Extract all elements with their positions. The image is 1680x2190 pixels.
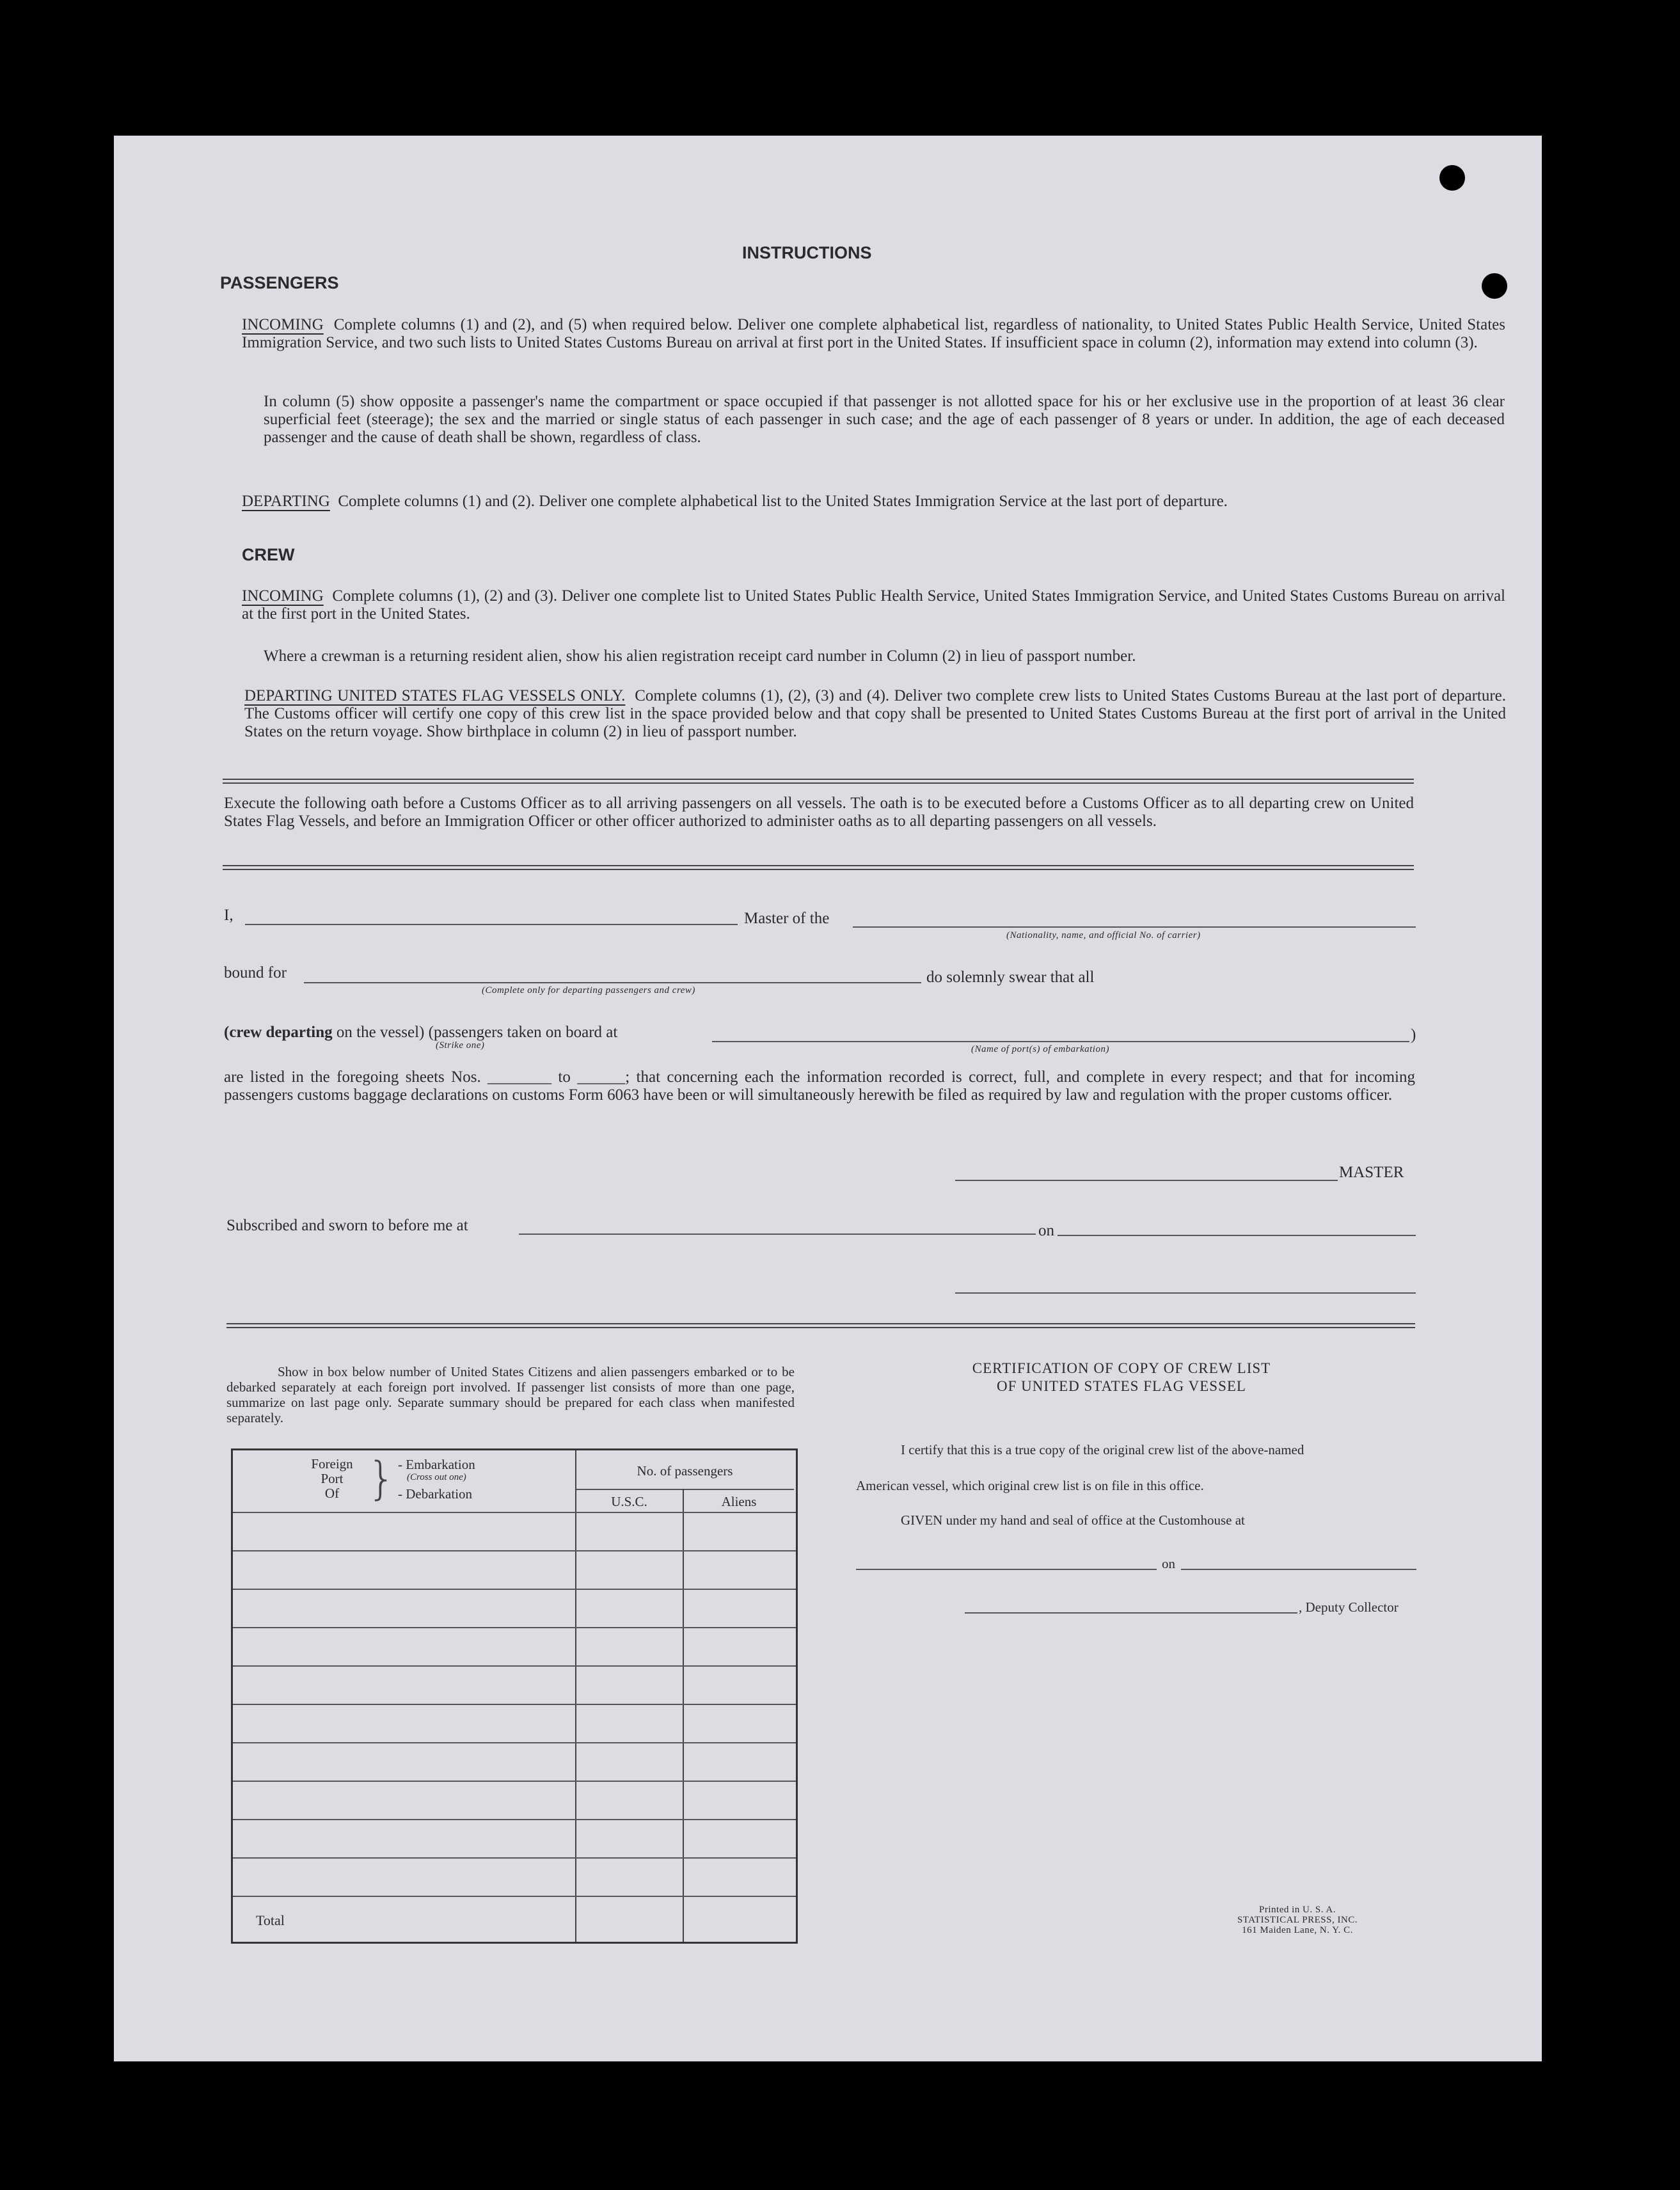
- subscribed-place-field[interactable]: [519, 1234, 1036, 1235]
- instructions-title: INSTRUCTIONS: [742, 243, 872, 262]
- divider-1: [223, 779, 1414, 784]
- row-line: [233, 1742, 796, 1743]
- col-divider-1: [575, 1450, 576, 1942]
- crew-incoming-text: Complete columns (1), (2) and (3). Deliver one complete list to United States Public Health Service, United States Immigration Service, and United States Customs Bureau on arrival at the first port in the United States.: [242, 587, 1505, 623]
- passengers-incoming-text: Complete columns (1) and (2), and (5) when required below. Deliver one complete alphabetical list, regardless of nationality, to United States Public Health Service, United States Immigration Service, and two such lists to United States Customs Bureau on arrival at first port in the United States. If insufficient space in column (2), information may extend into column (3).: [242, 316, 1505, 351]
- form-page: [114, 136, 1542, 2061]
- crew-resident-paragraph: Where a crewman is a returning resident alien, show his alien registration receipt card number in Column (2) in lieu of passport number.: [264, 647, 1136, 665]
- certify-line-1: I certify that this is a true copy of the original crew list of the above-named: [901, 1442, 1304, 1457]
- close-paren: ): [1411, 1026, 1416, 1043]
- no-passengers-header: No. of passengers: [637, 1463, 733, 1479]
- given-line: GIVEN under my hand and seal of office at the Customhouse at: [901, 1512, 1245, 1528]
- carrier-caption: (Nationality, name, and official No. of carrier): [1006, 930, 1201, 940]
- ports-caption: (Name of port(s) of embarkation): [971, 1044, 1109, 1054]
- oath-intro-paragraph: Execute the following oath before a Customs Officer as to all arriving passengers on all vessels. The oath is to be executed before a Customs Officer as to all departing crew on United States Flag Vessels, and before an Immigration Officer or other officer authorized to administer oaths as to all departing passengers on all vessels.: [224, 795, 1414, 830]
- printer-imprint: Printed in U. S. A. STATISTICAL PRESS, INC. 161 Maiden Lane, N. Y. C.: [1237, 1905, 1358, 1935]
- row-line: [233, 1627, 796, 1628]
- passengers-departing-label: DEPARTING: [242, 493, 330, 510]
- passengers-incoming-label: INCOMING: [242, 316, 324, 333]
- cross-out-caption: (Cross out one): [407, 1472, 466, 1482]
- crew-incoming-label: INCOMING: [242, 587, 324, 605]
- certification-date-field[interactable]: [1181, 1569, 1416, 1570]
- row-line: [233, 1550, 796, 1551]
- subscribed-label: Subscribed and sworn to before me at: [226, 1217, 468, 1234]
- column5-paragraph: In column (5) show opposite a passenger's name the compartment or space occupied if that passenger is not allotted space for his or her exclusive use in the proportion of at least 36 clear superficial feet (steerage); the sex and the married or single status of each passenger in such case; and the age of each passenger of 8 years or under. In addition, the age of each deceased passenger and the cause of death shall be shown, regardless of class.: [264, 393, 1505, 446]
- total-label: Total: [256, 1912, 285, 1928]
- summary-instructions: Show in box below number of United States Citizens and alien passengers embarked or to be debarked separately at each foreign port involved. If passenger list consists of more than one page, summarize on last page only. Separate summary should be prepared for each class when manifested separately.: [226, 1364, 795, 1425]
- master-of-the-label: Master of the: [744, 910, 830, 927]
- passengers-departing-text: Complete columns (1) and (2). Deliver one complete alphabetical list to the United States Immigration Service at the last port of departure.: [338, 493, 1228, 510]
- divider-3: [226, 1323, 1415, 1328]
- certification-on-label: on: [1162, 1556, 1175, 1571]
- deputy-signature-line[interactable]: [965, 1612, 1297, 1614]
- row-line: [233, 1857, 796, 1859]
- crew-heading: CREW: [242, 545, 295, 564]
- listed-paragraph: are listed in the foregoing sheets Nos. ________ to ______; that concerning each the information recorded is correct, full, and complete in every respect; and that for incoming passengers customs baggage declarations on customs Form 6063 have been or will simultaneously herewith be filed as required by law and regulation with the proper customs officer.: [224, 1068, 1415, 1104]
- row-line: [233, 1704, 796, 1705]
- row-line: [233, 1896, 796, 1897]
- certification-title: CERTIFICATION OF COPY OF CREW LIST OF UNITED STATES FLAG VESSEL: [972, 1360, 1271, 1394]
- subscribed-on-label: on: [1038, 1222, 1054, 1239]
- crew-departing-text: (crew departing: [224, 1024, 333, 1041]
- carrier-field[interactable]: [853, 926, 1416, 928]
- foreign-port-label: Foreign Port Of: [311, 1456, 353, 1501]
- aliens-header: Aliens: [721, 1494, 757, 1509]
- master-label: MASTER: [1339, 1164, 1404, 1181]
- swear-label: do solemnly swear that all: [926, 969, 1095, 986]
- brace-icon: }: [367, 1452, 396, 1505]
- subheader-line: [576, 1489, 794, 1490]
- crew-departing-paragraph: [244, 687, 1506, 741]
- passenger-summary-table: [231, 1448, 798, 1944]
- bound-for-field[interactable]: [304, 982, 921, 983]
- bound-for-label: bound for: [224, 964, 287, 981]
- passengers-taken-text: (passengers taken on board at: [428, 1024, 618, 1041]
- passengers-incoming-paragraph: [242, 316, 1505, 352]
- crew-departing-text: Complete columns (1), (2), (3) and (4). Deliver two complete crew lists to United States Customs Bureau at the last port of departure. The Customs officer will certify one copy of this crew list in the space provided below and that copy shall be presented to United States Customs Bureau at the first port of arrival in the United States on the return voyage. Show birthplace in column (2) in lieu of passport number.: [244, 687, 1507, 740]
- punch-hole-top: [1439, 165, 1465, 191]
- subscribed-date-field[interactable]: [1058, 1235, 1416, 1236]
- debarkation-option[interactable]: - Debarkation: [398, 1486, 473, 1502]
- divider-2: [223, 865, 1414, 870]
- certify-line-2: American vessel, which original crew list is on file in this office.: [856, 1478, 1204, 1493]
- passengers-departing-paragraph: [242, 493, 1505, 511]
- crew-departing-option: [224, 1024, 617, 1042]
- strike-caption: (Strike one): [436, 1040, 485, 1051]
- embarkation-option[interactable]: - Embarkation: [398, 1457, 475, 1472]
- master-name-field[interactable]: [245, 924, 738, 925]
- embarkation-ports-field[interactable]: [712, 1041, 1409, 1042]
- on-vessel-text: on the vessel): [336, 1024, 425, 1041]
- oath-i-label: I,: [224, 907, 234, 924]
- crew-departing-label: DEPARTING UNITED STATES FLAG VESSELS ONLY.: [244, 687, 626, 704]
- crew-incoming-paragraph: [242, 587, 1505, 623]
- officer-signature-line[interactable]: [955, 1292, 1416, 1294]
- master-signature-line[interactable]: [955, 1180, 1338, 1181]
- punch-hole-middle: [1482, 273, 1507, 299]
- deputy-collector-label: , Deputy Collector: [1299, 1599, 1399, 1615]
- row-line: [233, 1589, 796, 1590]
- usc-header: U.S.C.: [611, 1494, 647, 1509]
- row-line: [233, 1819, 796, 1820]
- bound-for-caption: (Complete only for departing passengers and crew): [482, 985, 695, 996]
- row-line: [233, 1665, 796, 1667]
- col-divider-2: [683, 1489, 684, 1942]
- passengers-heading: PASSENGERS: [220, 273, 339, 292]
- customhouse-field[interactable]: [856, 1569, 1157, 1570]
- header-bottom-line: [233, 1512, 796, 1513]
- row-line: [233, 1781, 796, 1782]
